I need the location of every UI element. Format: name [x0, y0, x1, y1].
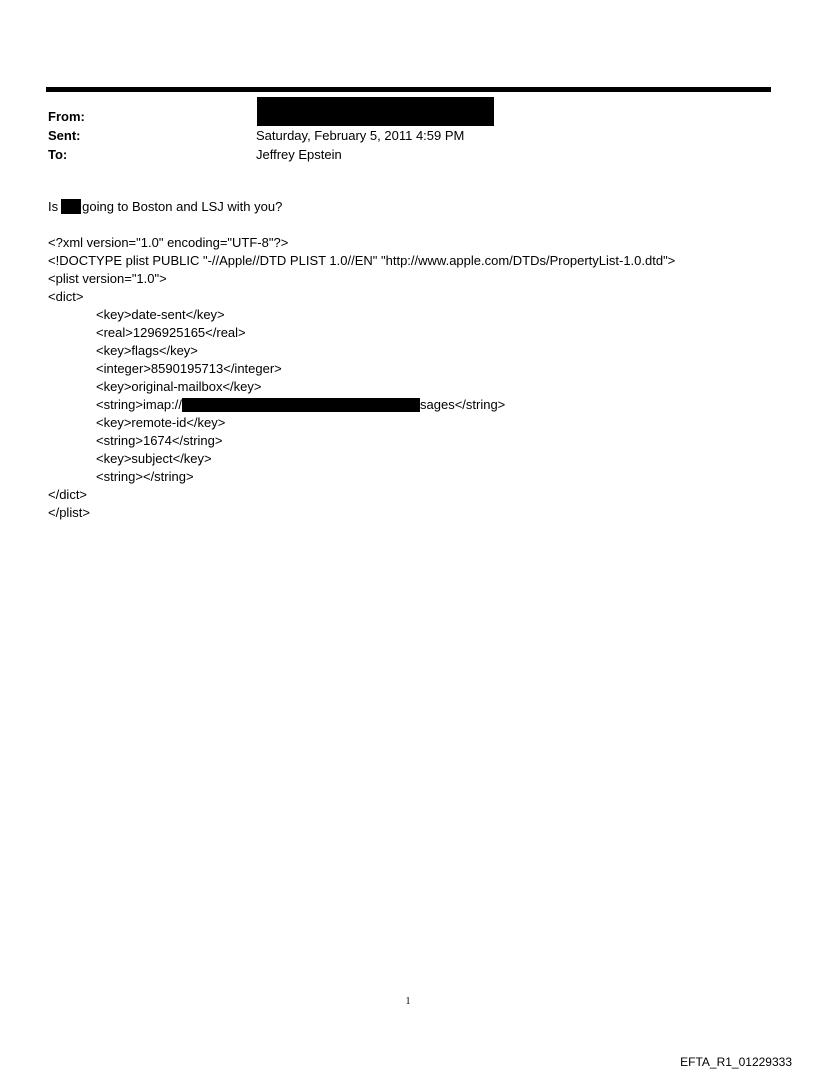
from-redaction — [257, 97, 494, 126]
to-value: Jeffrey Epstein — [256, 147, 342, 162]
key-remote-id: <key>remote-id</key> — [96, 415, 226, 430]
question-suffix: going to Boston and LSJ with you? — [82, 199, 283, 214]
plist-open-tag: <plist version="1.0"> — [48, 271, 167, 286]
imap-redaction — [182, 398, 420, 412]
imap-prefix: <string>imap:// — [96, 397, 182, 412]
imap-suffix: sages</string> — [420, 397, 506, 412]
key-date-sent: <key>date-sent</key> — [96, 307, 225, 322]
key-subject: <key>subject</key> — [96, 451, 212, 466]
integer-value: <integer>8590195713</integer> — [96, 361, 282, 376]
xml-declaration: <?xml version="1.0" encoding="UTF-8"?> — [48, 235, 289, 250]
question-prefix: Is — [48, 199, 59, 214]
question-line — [48, 198, 675, 216]
bates-number: EFTA_R1_01229333 — [680, 1055, 792, 1069]
doctype-line: <!DOCTYPE plist PUBLIC "-//Apple//DTD PLIST 1.0//EN" "http://www.apple.com/DTDs/PropertyList-1.0.dtd"> — [48, 253, 676, 268]
to-label: To: — [48, 147, 68, 162]
dict-open-tag: <dict> — [48, 289, 84, 304]
subject-value: <string></string> — [96, 469, 194, 484]
key-original-mailbox: <key>original-mailbox</key> — [96, 379, 262, 394]
plist-close-tag: </plist> — [48, 505, 90, 520]
header-rule — [46, 87, 771, 92]
real-value: <real>1296925165</real> — [96, 325, 246, 340]
page-number: 1 — [405, 996, 411, 1007]
message-body — [48, 198, 675, 522]
from-label: From: — [48, 109, 85, 124]
remote-id-value: <string>1674</string> — [96, 433, 223, 448]
dict-close-tag: </dict> — [48, 487, 88, 502]
imap-string-line — [48, 396, 675, 414]
sent-label: Sent: — [48, 128, 81, 143]
name-redaction — [61, 199, 81, 214]
sent-value: Saturday, February 5, 2011 4:59 PM — [256, 128, 465, 143]
key-flags: <key>flags</key> — [96, 343, 198, 358]
